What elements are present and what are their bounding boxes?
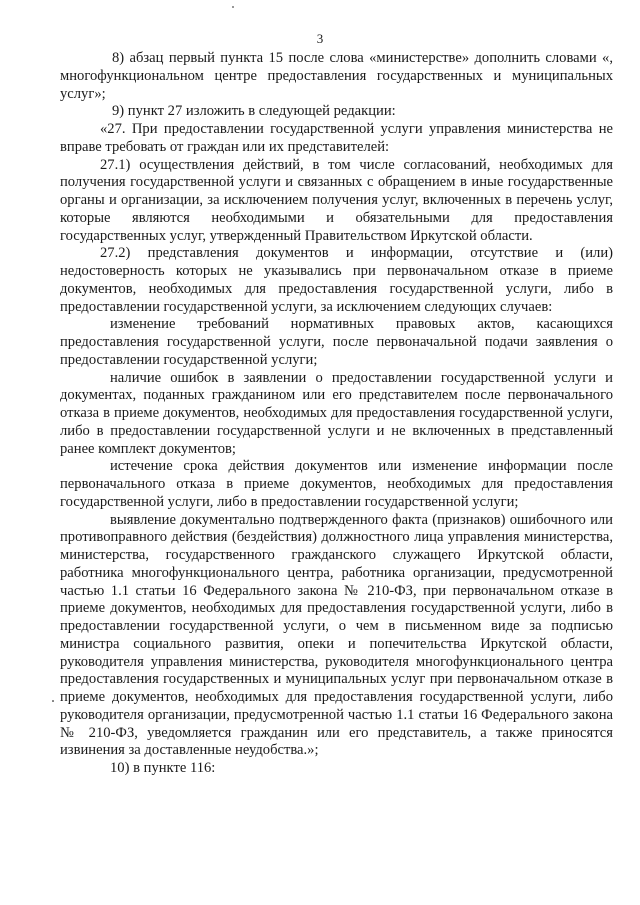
scan-speck: [232, 6, 234, 8]
document-body: [60, 50, 613, 778]
paragraph-case-wrongful-action: выявление документально подтвержденного факта (признаков) ошибочного или противоправного действия (бездействия) должностного лица управления министерства, министерства, государственного гражданского служащего Иркутской области, работника многофункционального центра, работника организации, предусмотренной частью 1.1 статьи 16 Федерального закона № 210-ФЗ, при первоначальном отказе в приеме документов, необходимых для предоставления государственной услуги, либо в предоставлении государственной услуги, о чем в письменном виде за подписью министра социального развития, опеки и попечительства Иркутской области, руководителя управления министерства, руководителя многофункционального центра предоставления государственных и муниципальных услуг при первоначальном отказе в приеме документов, необходимых для предоставления государственной услуги, либо руководителя организации, предусмотренной частью 1.1 статьи 16 Федерального закона № 210-ФЗ, уведомляется гражданин или его представитель, а также приносятся извинения за доставленные неудобства.»;: [60, 511, 613, 759]
paragraph-item-9: 9) пункт 27 изложить в следующей редакции:: [112, 103, 396, 120]
paragraph-case-expiry: истечение срока действия документов или изменение информации после первоначального отказа в приеме документов, необходимых для предоставления государственной услуги, либо в предоставлении государственной услуги;: [60, 458, 613, 510]
paragraph-case-errors: наличие ошибок в заявлении о предоставлении государственной услуги и документах, поданных гражданином или его представителем после первоначального отказа в приеме документов, необходимых для предоставления государственной услуги, либо в предоставлении государственной услуги и не включенных в представленный ранее комплект документов;: [60, 369, 613, 457]
scan-speck: [52, 700, 54, 702]
paragraph-item-10: 10) в пункте 116:: [110, 760, 216, 776]
paragraph-item-8: 8) абзац первый пункта 15 после слова «министерстве» дополнить словами «, многофункциональном центре предоставления государственных и муниципальных услуг»;: [60, 50, 613, 102]
paragraph-case-requirements-change: изменение требований нормативных правовых актов, касающихся предоставления государственной услуги, после первоначальной подачи заявления о предоставлении государственной услуги;: [60, 316, 613, 368]
paragraph-27-intro: «27. При предоставлении государственной услуги управления министерства не вправе требовать от граждан или их представителей:: [60, 121, 613, 155]
paragraph-27-2: 27.2) представления документов и информации, отсутствие и (или) недостоверность которых не указывались при первоначальном отказе в приеме документов, необходимых для предоставления государственной услуги, либо в предоставлении государственной услуги, за исключением следующих случаев:: [60, 245, 613, 315]
paragraph-27-1: 27.1) осуществления действий, в том числе согласований, необходимых для получения государственной услуги и связанных с обращением в иные государственные органы и организации, за исключением получения услуг, включенных в перечень услуг, которые являются необходимыми и обязательными для предоставления государственных услуг, утвержденный Правительством Иркутской области.: [60, 156, 613, 244]
page-number: 3: [316, 31, 324, 46]
